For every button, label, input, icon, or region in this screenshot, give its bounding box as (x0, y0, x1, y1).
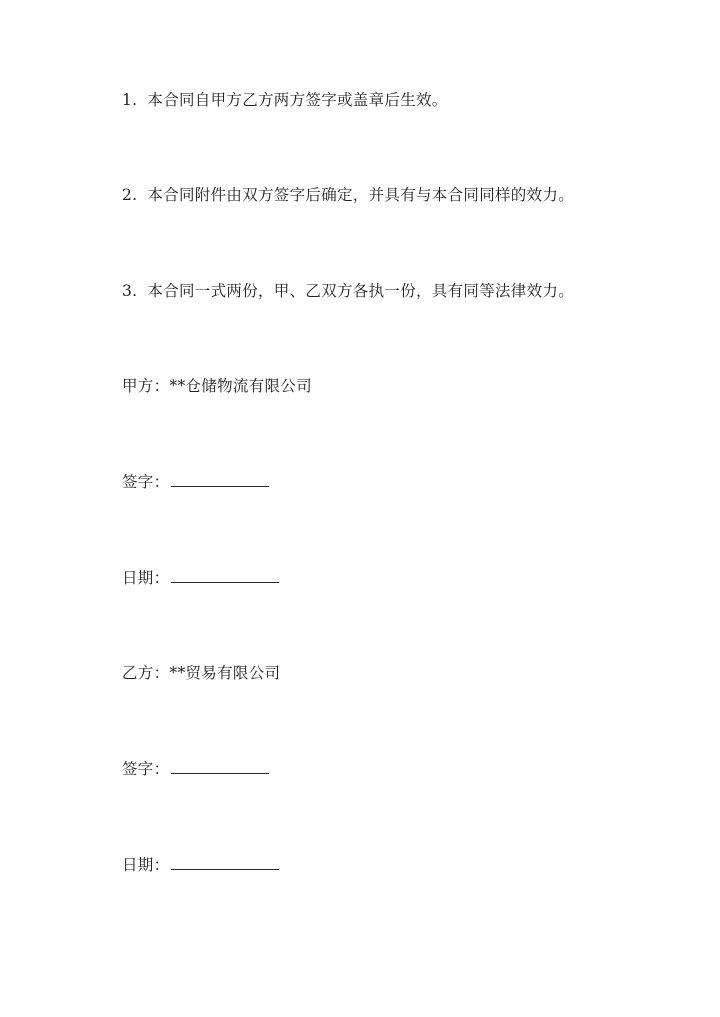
party-a-date-label: 日期： (122, 569, 170, 587)
clause-2 (122, 185, 574, 205)
party-a-label: 甲方： (122, 377, 170, 395)
party-b-date-label: 日期： (122, 856, 170, 874)
party-b-signature-label: 签字： (122, 760, 170, 778)
party-b-name: **贸易有限公司 (169, 664, 281, 682)
clause-text: 本合同附件由双方签字后确定，并具有与本合同同样的效力。 (147, 186, 574, 204)
party-b-signature-blank[interactable] (171, 759, 269, 774)
party-a-signature-line (122, 472, 269, 492)
clause-text: 本合同自甲方乙方两方签字或盖章后生效。 (147, 91, 448, 109)
party-b-signature-line (122, 759, 269, 779)
party-b-date-line (122, 855, 279, 875)
clause-3 (122, 281, 574, 301)
party-b-label: 乙方： (122, 664, 170, 682)
clause-number: 2. (122, 186, 138, 204)
clause-number: 3. (122, 282, 138, 300)
party-a-line (122, 376, 312, 396)
party-b-line (122, 663, 280, 683)
clause-text: 本合同一式两份，甲、乙双方各执一份，具有同等法律效力。 (147, 282, 574, 300)
party-b-date-blank[interactable] (171, 855, 279, 870)
party-a-date-line (122, 568, 279, 588)
party-a-date-blank[interactable] (171, 568, 279, 583)
clause-1 (122, 90, 448, 110)
party-a-name: **仓储物流有限公司 (169, 377, 312, 395)
clause-number: 1. (122, 91, 138, 109)
party-a-signature-label: 签字： (122, 473, 170, 491)
party-a-signature-blank[interactable] (171, 472, 269, 487)
